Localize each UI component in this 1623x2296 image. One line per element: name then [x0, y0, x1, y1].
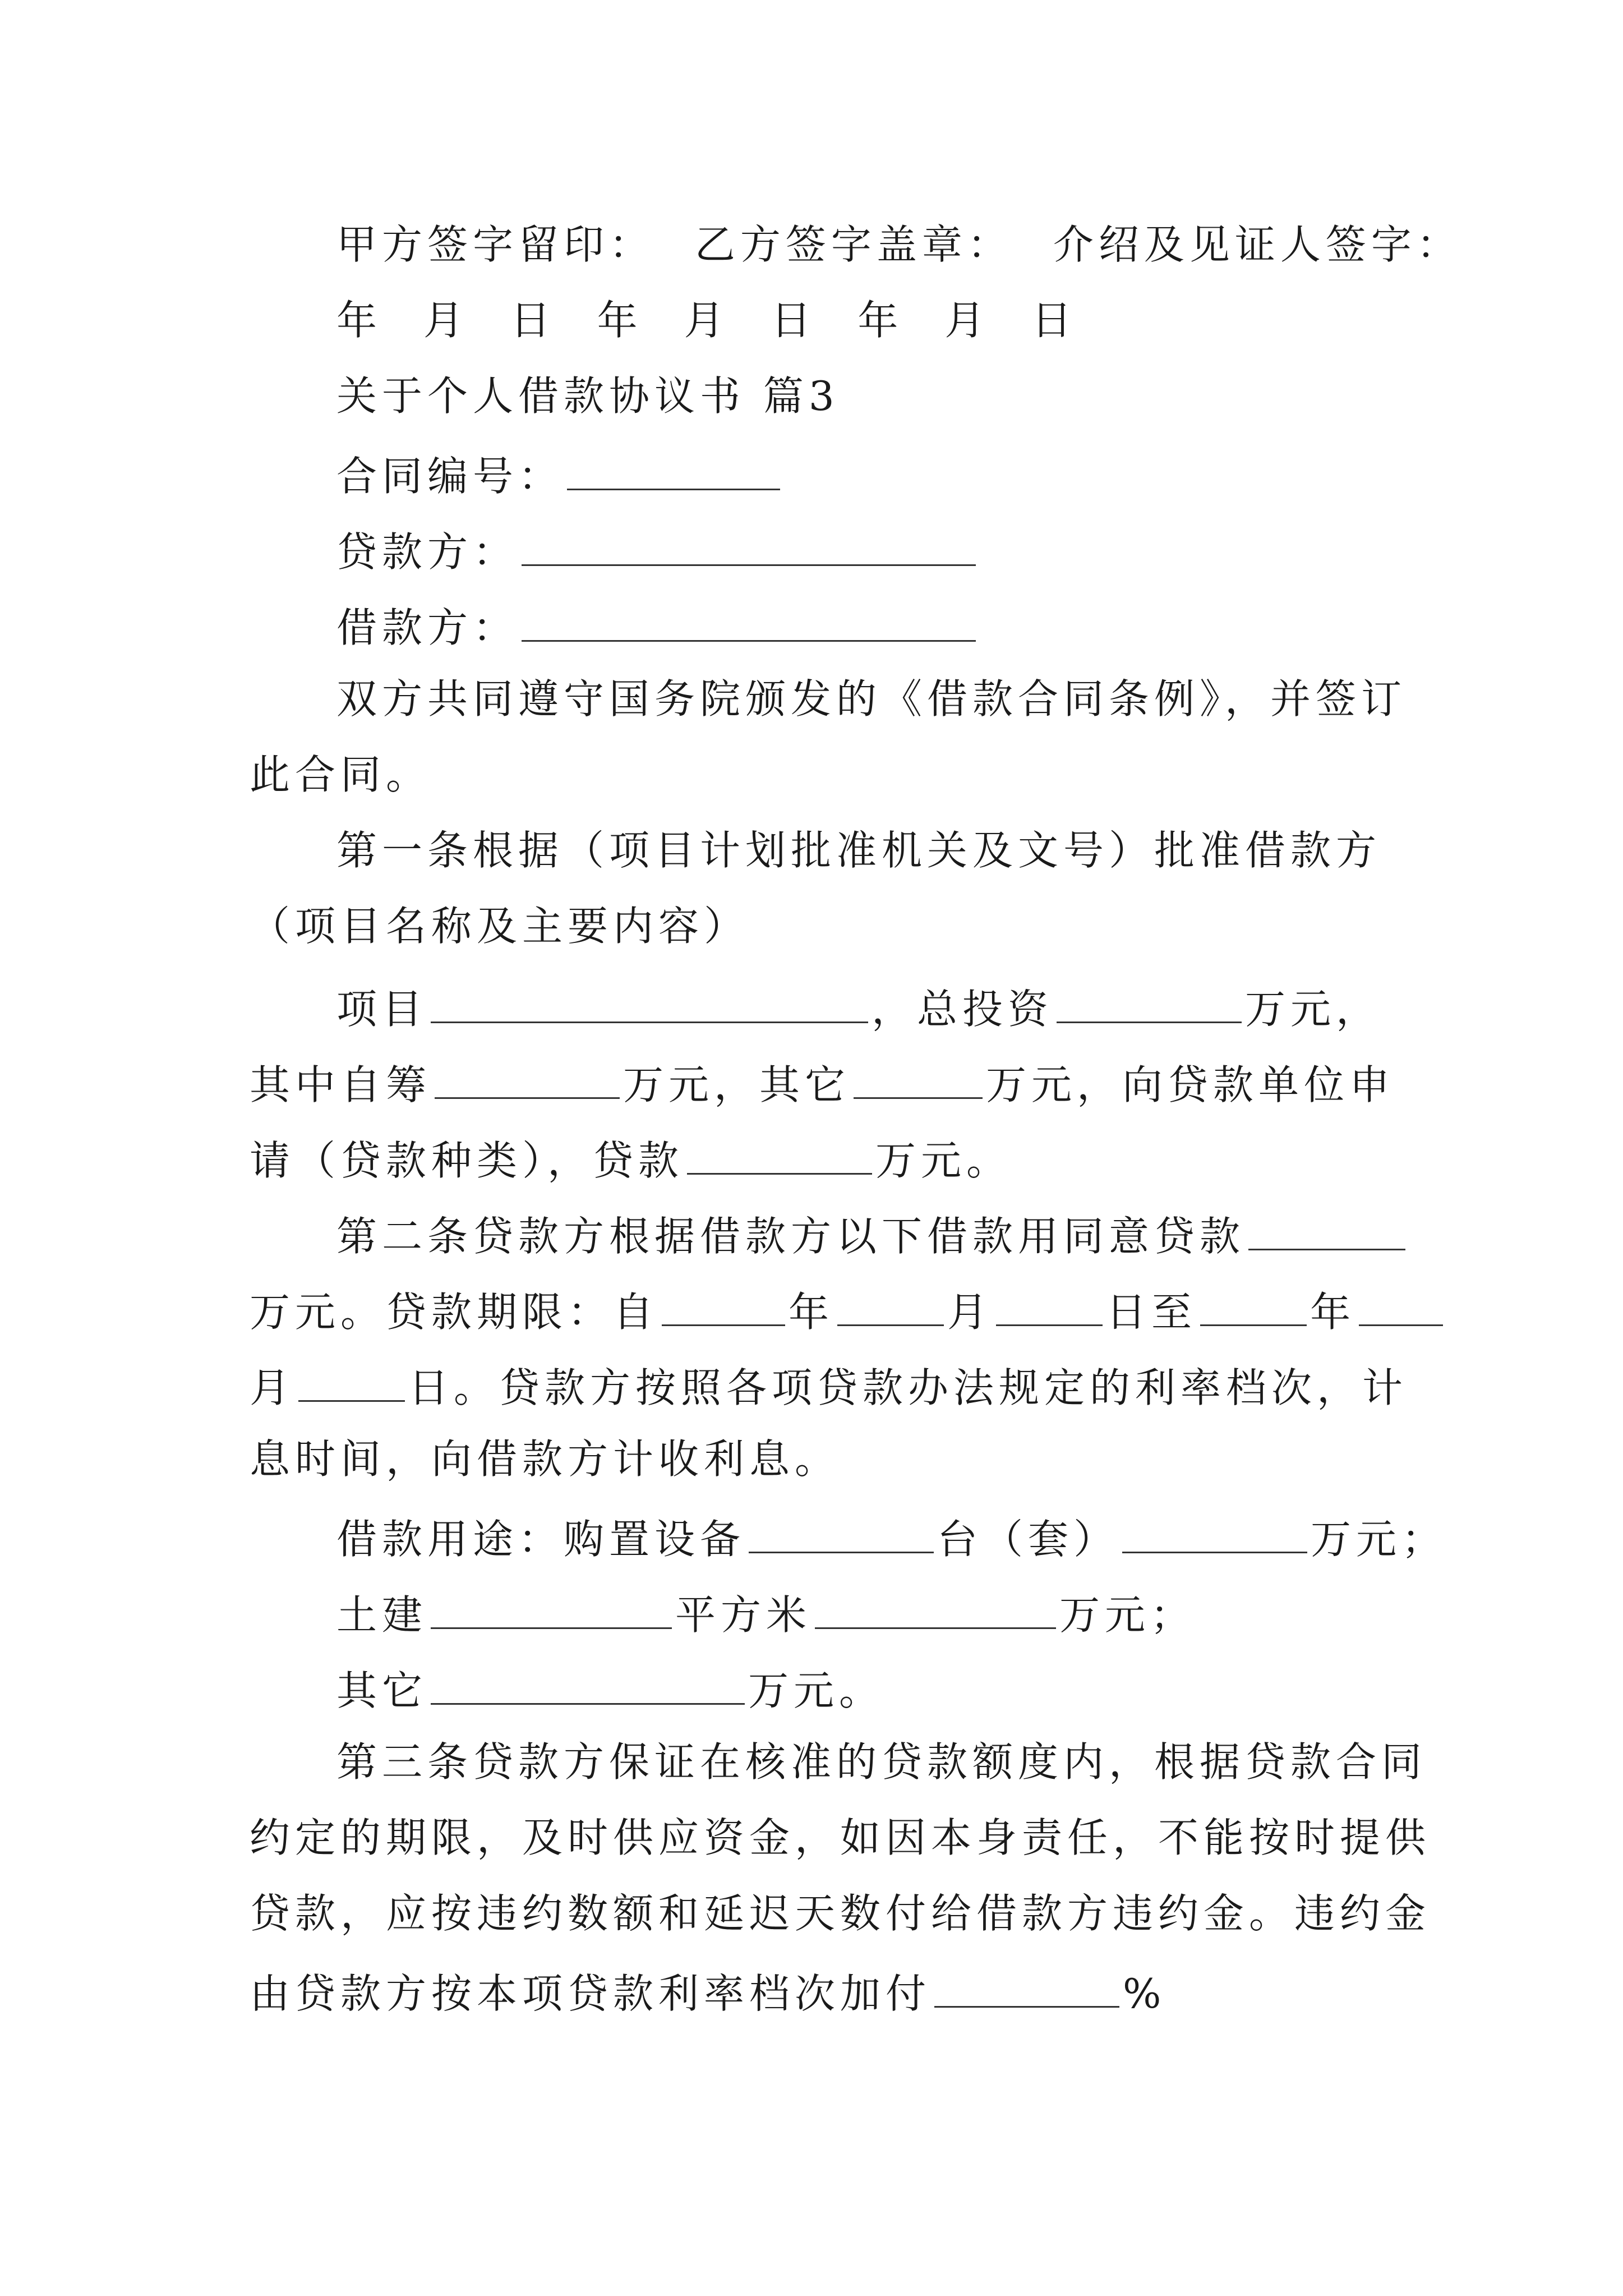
- article2-line-3: [250, 1363, 1408, 1411]
- end-year-blank: [1200, 1287, 1307, 1326]
- lender-row: [336, 527, 979, 576]
- date-row: 年 月 日 年 月 日 年 月 日: [336, 297, 1089, 344]
- agreed-loan-blank: [1248, 1212, 1405, 1250]
- other-usage-unit: 万元。: [748, 1667, 885, 1714]
- equipment-amount-blank: [1122, 1515, 1307, 1553]
- start-month-unit: 月: [947, 1289, 993, 1336]
- article3-line-3: 贷款，应按违约数额和延迟天数付给借款方违约金。违约金: [250, 1890, 1431, 1937]
- contract-number-label: 合同编号：: [336, 453, 564, 500]
- construction-amount-blank: [815, 1590, 1056, 1629]
- start-year-unit: 年: [789, 1289, 834, 1336]
- section-title: 关于个人借款协议书 篇3: [336, 372, 840, 420]
- loan-type-label: 请（贷款种类），贷款: [250, 1137, 684, 1184]
- article3-line-4: [250, 1969, 1166, 2017]
- construction-label: 土建: [336, 1591, 428, 1639]
- article1-line-4: [250, 1060, 1395, 1108]
- loan-term-label: 万元。贷款期限：自: [250, 1289, 659, 1336]
- penalty-rate-blank: [934, 1969, 1119, 2008]
- borrower-label: 借款方：: [336, 604, 519, 651]
- article1-line-2: （项目名称及主要内容）: [250, 903, 750, 950]
- start-year-blank: [662, 1287, 785, 1326]
- article2-line-4: 息时间，向借款方计收利息。: [250, 1435, 841, 1483]
- penalty-rate-text: 由贷款方按本项贷款利率档次加付: [250, 1970, 932, 2017]
- borrower-row: [336, 603, 979, 651]
- article3-line-2: 约定的期限，及时供应资金，如因本身责任，不能按时提供: [250, 1814, 1431, 1861]
- usage-line-3: [336, 1666, 885, 1714]
- article1-apply-text: 万元，向贷款单位申: [986, 1061, 1395, 1108]
- loan-amount-unit: 万元。: [875, 1137, 1012, 1184]
- article1-project-label: 项目: [336, 986, 428, 1033]
- contract-number-blank: [567, 452, 780, 490]
- equipment-label: 借款用途：购置设备: [336, 1516, 746, 1563]
- equipment-unit: 台（套）: [937, 1516, 1119, 1563]
- article1-line-3: [336, 984, 1382, 1033]
- interest-rate-text: 日。贷款方按照各项贷款办法规定的利率档次，计: [408, 1364, 1408, 1411]
- usage-line-2: [336, 1590, 1196, 1639]
- investment-blank: [1057, 984, 1242, 1023]
- article1-line-5: [250, 1136, 1012, 1184]
- article2-line-2: [250, 1287, 1446, 1336]
- construction-amount-unit: 万元；: [1059, 1591, 1196, 1639]
- start-month-blank: [837, 1287, 944, 1326]
- equipment-amount-unit: 万元；: [1311, 1516, 1447, 1563]
- end-day-blank: [298, 1363, 405, 1402]
- start-day-unit: 日至: [1106, 1289, 1197, 1336]
- self-funded-label: 其中自筹: [250, 1061, 432, 1108]
- other-funds-blank: [854, 1060, 983, 1099]
- construction-area-blank: [431, 1590, 672, 1629]
- article2-line-1: [336, 1212, 1409, 1260]
- other-usage-label: 其它: [336, 1667, 428, 1714]
- witness-signature-label: 介绍及见证人签字：: [1053, 221, 1462, 268]
- intro-line-1: 双方共同遵守国务院颁发的《借款合同条例》，并签订: [336, 675, 1407, 723]
- article1-investment-label: ，总投资: [872, 986, 1054, 1033]
- party-b-signature-label: 乙方签字盖章：: [694, 221, 1013, 268]
- construction-area-unit: 平方米: [675, 1591, 812, 1639]
- self-funded-blank: [435, 1060, 620, 1099]
- contract-number-row: [336, 452, 783, 500]
- end-year-unit: 年: [1310, 1289, 1356, 1336]
- other-funds-label: 万元，其它: [623, 1061, 851, 1108]
- lender-label: 贷款方：: [336, 528, 519, 576]
- article1-unit: 万元，: [1245, 986, 1382, 1033]
- article2-intro-text: 第二条贷款方根据借款方以下借款用同意贷款: [336, 1213, 1246, 1260]
- equipment-qty-blank: [749, 1515, 934, 1553]
- party-a-signature-label: 甲方签字留印：: [336, 221, 655, 268]
- end-month-blank: [1359, 1287, 1443, 1326]
- intro-line-2: 此合同。: [250, 751, 432, 798]
- usage-line-1: [336, 1515, 1447, 1563]
- percent-sign: %: [1123, 1970, 1166, 2017]
- borrower-blank: [522, 603, 976, 642]
- article3-line-1: 第三条贷款方保证在核准的贷款额度内，根据贷款合同: [336, 1738, 1427, 1786]
- other-usage-blank: [431, 1666, 745, 1705]
- end-month-unit: 月: [250, 1364, 296, 1411]
- start-day-blank: [996, 1287, 1103, 1326]
- signature-row: [336, 221, 1462, 268]
- loan-amount-blank: [687, 1136, 872, 1175]
- lender-blank: [522, 527, 976, 566]
- article1-line-1: 第一条根据（项目计划批准机关及文号）批准借款方: [336, 827, 1382, 874]
- project-blank: [431, 984, 868, 1023]
